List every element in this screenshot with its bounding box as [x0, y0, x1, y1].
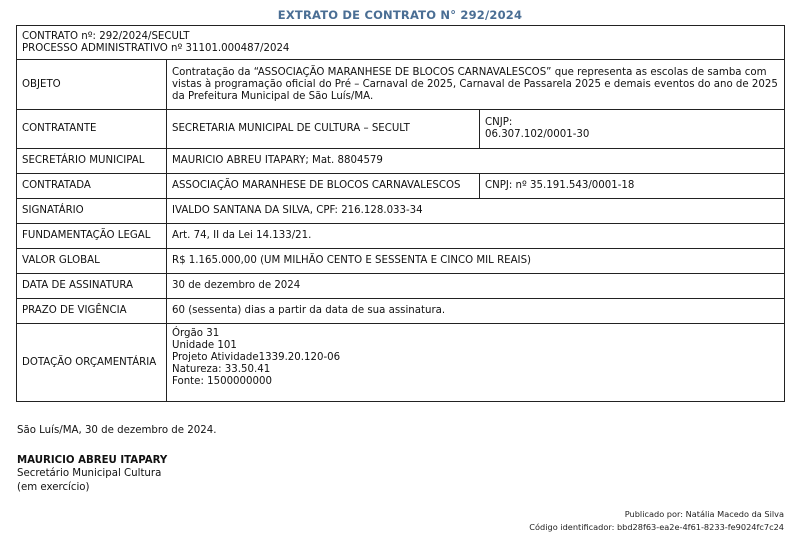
row-label-valor: VALOR GLOBAL — [17, 249, 167, 274]
row-label-secretario: SECRETÁRIO MUNICIPAL — [17, 149, 167, 174]
table-row-signatario — [17, 199, 785, 224]
table-row-objeto — [17, 60, 785, 110]
row-value-secretario: MAURICIO ABREU ITAPARY; Mat. 8804579 — [167, 149, 785, 174]
row-label-fundamentacao: FUNDAMENTAÇÃO LEGAL — [17, 224, 167, 249]
row-value-fundamentacao: Art. 74, II da Lei 14.133/21. — [167, 224, 785, 249]
row-value-contratada: ASSOCIAÇÃO MARANHESE DE BLOCOS CARNAVALESCOS — [167, 174, 480, 199]
table-row-contratante — [17, 110, 785, 149]
row-value-objeto: Contratação da “ASSOCIAÇÃO MARANHESE DE BLOCOS CARNAVALESCOS” que representa as escolas de samba com vistas à programação oficial do Pré – Carnaval de 2025, Carnaval de Passarela 2025 e demais eventos do ano de 2025 da Prefeitura Municipal de São Luís/MA. — [167, 60, 785, 110]
table-row-data-assinatura — [17, 274, 785, 299]
row-label-signatario: SIGNATÁRIO — [17, 199, 167, 224]
signatory-status: (em exercício) — [17, 482, 90, 493]
published-by: Publicado por: Natália Macedo da Silva — [624, 509, 784, 519]
table-row-prazo — [17, 299, 785, 324]
table-row-contratada — [17, 174, 785, 199]
publication-info — [529, 508, 784, 534]
row-extra-contratada: CNPJ: nº 35.191.543/0001-18 — [480, 174, 785, 199]
row-extra-contratante: CNJP: 06.307.102/0001-30 — [480, 110, 785, 149]
document-identifier: Código identificador: bbd28f63-ea2e-4f61-8233-fe9024fc7c24 — [529, 522, 784, 532]
row-value-data-assinatura: 30 de dezembro de 2024 — [167, 274, 785, 299]
row-value-valor: R$ 1.165.000,00 (UM MILHÃO CENTO E SESSENTA E CINCO MIL REAIS) — [167, 249, 785, 274]
signatory-name: MAURICIO ABREU ITAPARY — [17, 455, 168, 466]
document-title: EXTRATO DE CONTRATO N° 292/2024 — [277, 8, 523, 22]
contract-table — [16, 25, 785, 402]
table-row-contract-header — [17, 26, 785, 60]
row-label-dotacao: DOTAÇÃO ORÇAMENTÁRIA — [17, 324, 167, 402]
signatory-role: Secretário Municipal Cultura — [17, 468, 162, 479]
table-row-dotacao — [17, 324, 785, 402]
row-value-signatario: IVALDO SANTANA DA SILVA, CPF: 216.128.033-34 — [167, 199, 785, 224]
row-label-prazo: PRAZO DE VIGÊNCIA — [17, 299, 167, 324]
row-label-contratada: CONTRATADA — [17, 174, 167, 199]
table-row-secretario — [17, 149, 785, 174]
table-row-valor — [17, 249, 785, 274]
row-value-dotacao: Órgão 31 Unidade 101 Projeto Atividade1339.20.120-06 Natureza: 33.50.41 Fonte: 1500000000 — [167, 324, 785, 402]
contract-process-cell: CONTRATO nº: 292/2024/SECULT PROCESSO ADMINISTRATIVO nº 31101.000487/2024 — [17, 26, 785, 60]
row-label-objeto: OBJETO — [17, 60, 167, 110]
place-date: São Luís/MA, 30 de dezembro de 2024. — [17, 425, 217, 436]
row-value-contratante: SECRETARIA MUNICIPAL DE CULTURA – SECULT — [167, 110, 480, 149]
row-label-data-assinatura: DATA DE ASSINATURA — [17, 274, 167, 299]
table-row-fundamentacao — [17, 224, 785, 249]
row-label-contratante: CONTRATANTE — [17, 110, 167, 149]
row-value-prazo: 60 (sessenta) dias a partir da data de sua assinatura. — [167, 299, 785, 324]
